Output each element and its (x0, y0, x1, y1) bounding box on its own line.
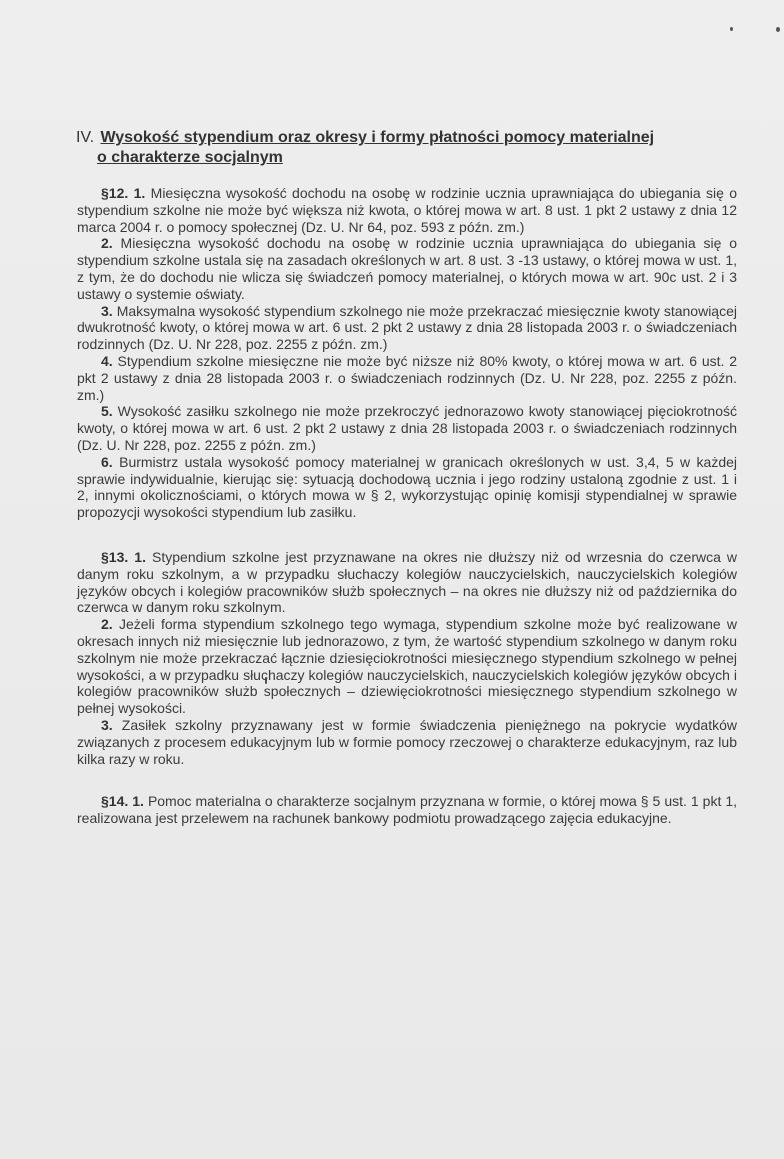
paragraph (77, 793, 737, 827)
paragraph-number: 2. (101, 235, 113, 252)
paragraph (77, 717, 737, 767)
paragraph-number: 1. (133, 185, 146, 201)
section-gap (77, 521, 737, 549)
paragraph-number: 4. (101, 352, 113, 369)
paragraph-text: Miesięczna wysokość dochodu na osobę w rodzinie ucznia uprawniająca do ubiegania się o stypendium szkolne nie może być większa niż kwota, o której mowa w art. 8 ust. 1 pkt 2 ustawy z dnia 12 marca 2004 r. o pomocy społecznej (Dz. U. Nr 64, poz. 593 z późn. zm.) (77, 185, 738, 235)
section-14 (77, 793, 737, 827)
chapter-heading (76, 128, 756, 168)
paragraph-text: Maksymalna wysokość stypendium szkolnego nie może przekraczać miesięcznie kwoty stanowiącej dwukrotność kwoty, o której mowa w art. 6 ust. 2 pkt 2 ustawy z dnia 28 listopada 2003 r. o świadczeniach rodzinnych (Dz. U. Nr 228, poz. 2255 z późn. zm.) (77, 302, 737, 353)
paragraph-text: Stypendium szkolne jest przyznawane na okres nie dłuższy niż od wrzesnia do czerwca w danym roku szkolnym, a w przypadku słuchaczy kolegiów nauczycielskich, nauczycielskich kolegiów języków obcych i kolegiów pracowników służb społecznych – na okres nie dłuższy niż od października do czerwca w danym roku szkolnym. (77, 548, 738, 616)
chapter-number: IV. (76, 129, 95, 146)
scan-speck (776, 27, 780, 32)
paragraph-number: 3. (101, 302, 113, 319)
paragraph-text: Zasiłek szkolny przyznawany jest w formie świadczenia pieniężnego na pokrycie wydatków związanych z procesem edukacyjnym lub w formie pomocy rzeczowej o charakterze edukacyjnym, raz lub kilka razy w roku. (77, 716, 737, 767)
paragraph-text: Burmistrz ustala wysokość pomocy materialnej w granicach określonych w ust. 3,4, 5 w każdej sprawie indywidualnie, kierując się: sytuacją dochodową ucznia i jego rodziny ustaloną zgodnie z ust. 1 i 2, innymi okolicznościami, o których mowa w § 2, wykorzystując opinię komisji stypendialnej w sprawie propozycji wysokości stypendium lub zasiłku. (77, 453, 738, 521)
paragraph-text: Wysokość zasiłku szkolnego nie może przekroczyć jednorazowo kwoty stanowiącej pięciokrotność kwoty, o której mowa w art. 6 ust. 2 pkt 2 ustawy z dnia 28 listopada 2003 r. o świadczeniach rodzinnych (Dz. U. Nr 228, poz. 2255 z późn. zm.) (77, 403, 738, 453)
paragraph-number: 5. (101, 403, 113, 420)
section-id: §12. (101, 185, 129, 201)
paragraph (77, 616, 737, 717)
section-id: §13. (101, 548, 129, 565)
paragraph-number: 1. (132, 793, 144, 810)
paragraph (77, 185, 737, 235)
paragraph-number: 3. (101, 716, 113, 733)
section-gap (77, 767, 737, 793)
chapter-title-line1: Wysokość stypendium oraz okresy i formy płatności pomocy materialnej (100, 129, 655, 146)
document-body (77, 185, 737, 827)
paragraph-text: Pomoc materialna o charakterze socjalnym przyznana w formie, o której mowa § 5 ust. 1 pkt 1, realizowana jest przelewem na rachunek bankowy podmiotu prowadzącego zajęcia edukacyjne. (77, 793, 738, 827)
chapter-title-line2: o charakterze socjalnym (97, 149, 283, 166)
paragraph (77, 454, 737, 521)
paragraph (77, 353, 737, 403)
section-12 (77, 185, 737, 521)
paragraph-text: Miesięczna wysokość dochodu na osobę w rodzinie ucznia uprawniająca do ubiegania się o stypendium szkolne ustala się na zasadach określonych w art. 8 ust. 3 -13 ustawy, o której mowa w ust. 1, z tym, że do dochodu nie wlicza się świadczeń pomocy materialnej, o których mowa w art. 90c ust. 2 i 3 ustawy o systemie oświaty. (77, 235, 738, 302)
paragraph-number: 2. (101, 616, 113, 633)
paragraph-text: Stypendium szkolne miesięczne nie może być niższe niż 80% kwoty, o której mowa w art. 6 ust. 2 pkt 2 ustawy z dnia 28 listopada 2003 r. o świadczeniach rodzinnych (Dz. U. Nr 228, poz. 2255 z późn. zm.) (77, 352, 738, 403)
section-id: §14. (101, 793, 129, 810)
paragraph-text: Jeżeli forma stypendium szkolnego tego wymaga, stypendium szkolne może być realizowane w okresach innych niż miesięcznie lub jednorazowo, z tym, że wartość stypendium szkolnego w danym roku szkolnym nie może przekraczać łącznie dziesięciokrotności miesięcznego stypendium szkolnego w pełnej wysokości, a w przypadku słuchaczy kolegiów nauczycielskich, nauczycielskich kolegiów języków obcych i kolegiów pracowników służb społecznych – dziewięciokrotności miesięcznego stypendium szkolnego w pełnej wysokości. (77, 616, 738, 717)
section-13 (77, 549, 737, 767)
scan-speck (730, 27, 733, 31)
paragraph-number: 6. (101, 453, 113, 470)
paragraph (77, 303, 737, 353)
paragraph (77, 235, 737, 302)
paragraph (77, 549, 737, 616)
paragraph-number: 1. (134, 548, 146, 565)
paragraph (77, 403, 737, 453)
